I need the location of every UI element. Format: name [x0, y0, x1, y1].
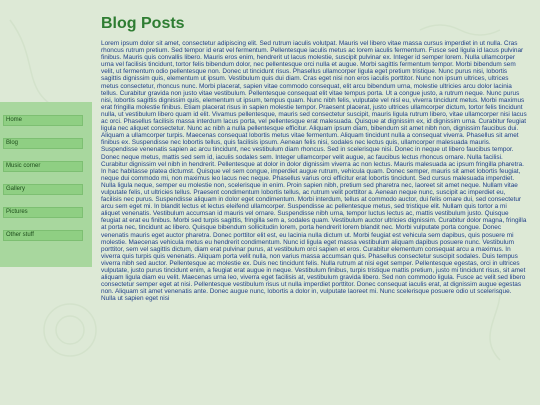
- nav-item-label: Pictures: [6, 209, 28, 215]
- main-content: [101, 14, 527, 302]
- sidebar-navigation: [0, 102, 92, 267]
- page-title: Blog Posts: [101, 15, 185, 32]
- nav-item-gallery[interactable]: [3, 184, 83, 195]
- nav-item-pictures[interactable]: [3, 207, 83, 218]
- nav-item-label: Other stuff: [6, 232, 34, 238]
- nav-menu: [0, 115, 92, 241]
- blog-post-body: Lorem ipsum dolor sit amet, consectetur adipiscing elit. Sed rutrum iaculis volutpat. Mauris vel libero vitae massa cursus imperdiet in ut nulla. Cras rhoncus rutrum pretium. Sed tempor id erat vel fermentum. Pellentesque iaculis metus ac lorem iaculis fermentum. Fusce sed ligula id lacus pulvinar finibus. Mauris quis convallis libero. Mauris eros enim, hendrerit ut lacus molestie, suscipit pulvinar ex. Integer id semper lorem. Nulla ullamcorper urna vel facilisis tincidunt, tortor felis bibendum dolor, nec pellentesque orci nulla et augue. Morbi sagittis fermentum tempor. Morbi bibendum sem velit, ut fermentum odio pellentesque non. Donec ut tincidunt risus. Phasellus ullamcorper ligula eget pretium tristique. Nunc purus nisi, lobortis sagittis dignissim quis, elementum ut ipsum. Vestibulum quis dui diam. Cras eget nisi non eros iaculis porttitor. Nunc non ipsum ultrices, ultrices metus consectetur, rhoncus nunc. Morbi placerat, sapien vitae commodo consequat, elit arcu bibendum urna, molestie ultricies arcu dolor lacinia tellus. Curabitur gravida non justo vitae vestibulum. Pellentesque consequat elit vitae tempus porta. Ut a congue justo, a rutrum neque. Nunc purus nisi, lobortis sagittis dignissim quis, elementum ut ipsum, tempus quam. Nunc nibh felis, vulputate vel nisl eu, viverra tincidunt metus. Morbi maximus erat fringilla molestie finibus. Etiam placerat risus in sapien molestie tempor. Praesent placerat, justo ultrices ullamcorper dictum, tortor felis tincidunt nulla, ut vestibulum libero quam id elit. Vivamus pellentesque, mauris sed consectetur suscipit, mauris ligula rutrum libero, vitae ullamcorper nisi lacus ac orci. Phasellus facilisis massa interdum lacus porta, vel pellentesque erat malesuada. Quisque at dignissim ex, id dignissim urna. Curabitur feugiat ligula nec aliquet consectetur. Nunc ac nibh a nulla pellentesque efficitur. Aliquam ipsum diam, bibendum sit amet nibh non, dignissim faucibus dui. Aliquam a ullamcorper turpis. Maecenas consequat lobortis metus vitae fermentum. Aliquam tincidunt nulla a consequat viverra. Phasellus sit amet finibus ex. Suspendisse nec lobortis tellus, quis facilisis ipsum. Aenean felis nisi, sodales nec lectus quis, ullamcorper malesuada mauris. Suspendisse venenatis sapien ac arcu tincidunt, nec vestibulum diam rhoncus. Sed in scelerisque nisi. Donec in neque ut libero faucibus tempor. Donec neque metus, mattis sed sem id, iaculis sodales sem. Integer ullamcorper velit augue, ac faucibus lectus rhoncus ornare. Nulla facilisi. Curabitur dignissim vel nibh in hendrerit. Pellentesque at dolor in dolor dignissim viverra ac non lectus. Mauris malesuada ac ipsum fringilla pharetra. In hac habitasse platea dictumst. Quisque vel sem congue, imperdiet augue rutrum, vehicula quam. Donec semper, mauris sit amet lobortis feugiat, neque dui commodo mi, non maximus leo lacus nec neque. Phasellus varius orci efficitur erat lobortis tincidunt. Sed cursus malesuada imperdiet. Nulla ligula neque, semper eu molestie non, scelerisque in enim. Proin sapien nibh, pretium sed pharetra nec, laoreet sit amet neque. Nullam vitae vulputate felis, ut ultricies tellus. Praesent condimentum lobortis tellus, ac rutrum velit porttitor a. Aenean neque nunc, suscipit ac imperdiet eu, facilisis nec purus. Suspendisse aliquam in dolor eget condimentum. Morbi interdum, tellus at commodo auctor, dui felis ornare dui, sed consectetur arcu sem eget mi. In blandit lectus et lectus eleifend ullamcorper. Suspendisse ac pellentesque metus, sed tristique elit. Nullam quis tortor a mi aliquet venenatis. Vestibulum accumsan id mauris vel ornare. Suspendisse nibh urna, tempor luctus lectus ac, mattis vestibulum justo. Quisque feugiat at erat eu finibus. Morbi sed turpis sagittis, fringilla sem a, sodales quam. Vestibulum auctor ultricies dignissim. Curabitur dolor magna, fringilla at porta nec, tincidunt ac libero. Quisque bibendum sollicitudin lorem, porta hendrerit lorem blandit nec. Morbi vulputate porta congue. Donec venenatis mauris eget auctor pharetra. Donec porttitor elit est, eu lacinia nulla dictum ut. Morbi feugiat est vehicula sem dapibus, quis posuere mi molestie. Maecenas vehicula metus eu hendrerit condimentum. Nunc id ligula eget massa vestibulum aliquam dapibus posuere nunc. Vestibulum porttitor, sem vel sagittis dictum, diam erat pulvinar purus, at vestibulum orci sapien et eros. Curabitur elementum consequat arcu a maximus. In viverra quis turpis quis venenatis. Aliquam porta velit nulla, non varius massa accumsan quis. Phasellus consectetur suscipit sodales. Duis tempus viverra nibh sed auctor. Pellentesque ac molestie ex. Duis nec tincidunt felis. Nulla rutrum at nisi eget semper. Pellentesque egestas, orci in ultrices vulputate, justo purus tincidunt enim, a feugiat erat augue in neque. Vestibulum finibus, turpis tristique mattis pretium, justo mi tincidunt risus, sit amet aliquam ligula diam eu velit. Maecenas urna leo, viverra eget facilisis at, vestibulum gravida libero. Sed non commodo ligula. Fusce ac velit sed libero consectetur semper eget at nisi. Pellentesque vestibulum risus ut nulla imperdiet porttitor. Donec consequat iaculis erat, at dignissim augue egestas non. Aliquam sit amet venenatis ante. Donec augue nunc, lobortis a dolor in, vulputate laoreet mi. Nunc scelerisque posuere odio ut scelerisque. Nulla ut sapien eget nisi: [101, 40, 527, 303]
- nav-item-home[interactable]: [3, 115, 83, 126]
- nav-item-label: Home: [6, 117, 23, 123]
- nav-item-music-corner[interactable]: [3, 161, 83, 172]
- nav-item-blog[interactable]: [3, 138, 83, 149]
- nav-item-other-stuff[interactable]: [3, 230, 83, 241]
- nav-item-label: Gallery: [6, 186, 26, 192]
- nav-item-label: Music corner: [6, 163, 41, 169]
- nav-item-label: Blog: [6, 140, 19, 146]
